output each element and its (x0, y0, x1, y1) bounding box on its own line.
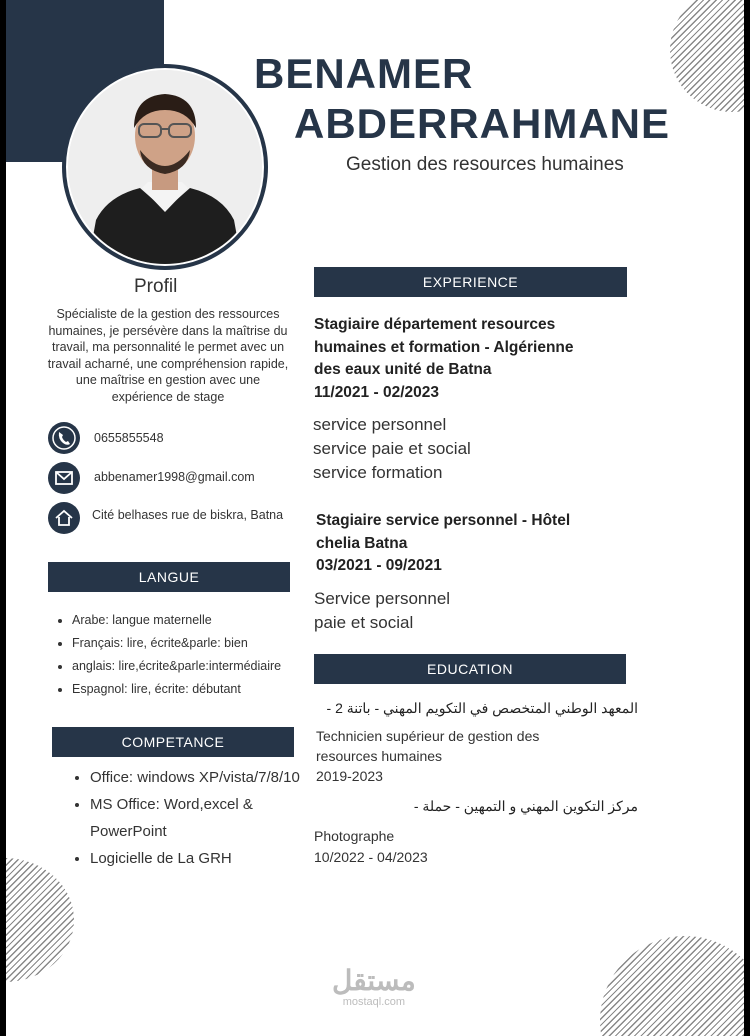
education-line: Technicien supérieur de gestion des (316, 728, 540, 744)
watermark (332, 966, 416, 1008)
experience-tasks (314, 587, 450, 635)
profil-text: Spécialiste de la gestion des ressources humaines, je persévère dans la maîtrise du travail, ma personnalité le permet avec un travail acharné, une compréhension rapide, une maîtrise en gestion avec une expérience de stage (47, 307, 289, 404)
education-institution: مركز التكوين المهني و التمهين - حملة - (413, 798, 638, 814)
education-institution: المعهد الوطني المتخصص في التكويم المهني - باتنة 2 - (326, 700, 638, 716)
education-heading: EDUCATION (314, 654, 626, 684)
experience-tasks (313, 413, 471, 485)
list-item: • anglais: lire,écrite&parle:intermédiaire (72, 655, 281, 678)
experience-job-title (316, 510, 570, 578)
first-name: BENAMER (254, 50, 474, 97)
task-item: paie et social (314, 613, 414, 632)
job-title-line: chelia Batna (316, 534, 408, 552)
list-item: • Logicielle de La GRH (90, 845, 310, 872)
hatched-circle-decoration (6, 858, 74, 982)
job-dates: 03/2021 - 09/2021 (316, 557, 442, 574)
watermark-arabic: مستقل (332, 965, 416, 996)
job-title-line: des eaux unité de Batna (314, 361, 492, 378)
resume-page (6, 0, 744, 1036)
task-item: service personnel (313, 415, 447, 434)
education-entry (314, 826, 428, 868)
list-item: • Français: lire, écrite&parle: bien (72, 632, 281, 655)
langue-list (54, 609, 281, 701)
last-name: ABDERRAHMANE (294, 100, 670, 147)
list-item: • Arabe: langue maternelle (72, 609, 281, 632)
profile-photo (68, 70, 262, 264)
list-item: • Office: windows XP/vista/7/8/10 (90, 764, 310, 791)
job-dates: 11/2021 - 02/2023 (314, 383, 439, 401)
hatched-circle-decoration (600, 936, 744, 1036)
home-icon (48, 502, 80, 534)
competance-list (70, 764, 310, 872)
watermark-latin: mostaql.com (342, 996, 406, 1008)
experience-job-title (314, 314, 574, 404)
job-title-line: Stagiaire département resources (314, 316, 556, 333)
email-address: abbenamer1998@gmail.com (94, 470, 255, 484)
list-item: • Espagnol: lire, écrite: débutant (72, 678, 281, 701)
postal-address: Cité belhases rue de biskra, Batna (92, 508, 284, 522)
langue-heading: LANGUE (48, 562, 290, 592)
job-title-line: humaines et formation - Algérienne (314, 338, 574, 356)
mail-icon (48, 462, 80, 494)
education-line: Photographe (314, 828, 395, 844)
task-item: Service personnel (314, 589, 451, 608)
list-item: • MS Office: Word,excel & PowerPoint (90, 791, 310, 845)
competance-heading: COMPETANCE (52, 727, 294, 757)
education-line: resources humaines (316, 748, 443, 764)
task-item: service formation (313, 463, 443, 482)
experience-heading: EXPERIENCE (314, 267, 627, 297)
task-item: service paie et social (313, 439, 471, 458)
education-entry (316, 726, 539, 786)
profil-heading: Profil (134, 276, 178, 297)
person-photo-icon (68, 70, 262, 264)
job-title: Gestion des resources humaines (346, 154, 624, 175)
education-dates: 10/2022 - 04/2023 (314, 849, 428, 865)
job-title-line: Stagiaire service personnel - Hôtel (316, 512, 571, 529)
phone-icon (48, 422, 80, 454)
education-dates: 2019-2023 (316, 768, 383, 784)
phone-number: 0655855548 (94, 431, 164, 445)
hatched-circle-decoration (670, 0, 744, 112)
